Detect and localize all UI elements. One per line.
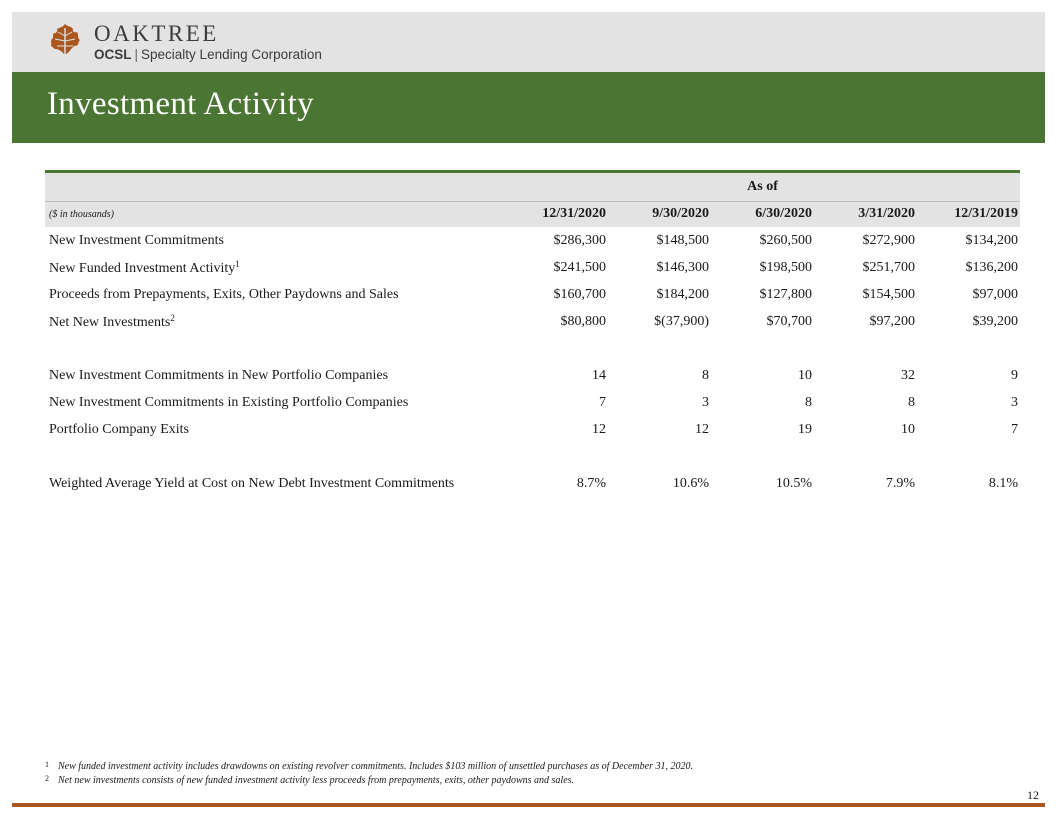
table-cell: $198,500 xyxy=(759,259,812,275)
table-cell: 19 xyxy=(798,421,812,437)
table-cell: $97,200 xyxy=(869,313,915,329)
table-cell: $97,000 xyxy=(972,286,1019,302)
table-cell: $134,200 xyxy=(965,232,1019,248)
table-cell: $148,500 xyxy=(656,232,709,248)
table-spacer-row xyxy=(45,443,1020,470)
table-row xyxy=(45,389,1020,416)
investment-activity-table xyxy=(45,170,1020,497)
table-cell: 10.5% xyxy=(775,475,812,491)
table-cell: 10 xyxy=(901,421,915,437)
table-cell: 9 xyxy=(1011,367,1019,383)
table-row xyxy=(45,470,1020,497)
footnote xyxy=(45,759,693,773)
table-row xyxy=(45,416,1020,443)
table-cell: 14 xyxy=(592,367,606,383)
table-cell: $70,700 xyxy=(766,313,812,329)
brand-subtitle xyxy=(94,47,322,62)
brand-name: OAKTREE xyxy=(94,21,219,46)
table-row xyxy=(45,254,1020,281)
table-cell: 7 xyxy=(599,394,606,410)
row-label: Proceeds from Prepayments, Exits, Other Paydowns and Sales xyxy=(49,286,399,302)
table-cell: 7.9% xyxy=(885,475,915,491)
period-header: 12/31/2020 xyxy=(505,201,608,227)
table-cell: 7 xyxy=(1011,421,1019,437)
table-cell: $80,800 xyxy=(560,313,606,329)
page-number: 12 xyxy=(1027,788,1039,802)
footnote-mark: 2 xyxy=(45,774,49,783)
table-cell: $184,200 xyxy=(656,286,709,302)
table-cell: 8.1% xyxy=(988,475,1019,491)
table-cell: $251,700 xyxy=(862,259,915,275)
period-header: 6/30/2020 xyxy=(711,201,814,227)
row-label: New Investment Commitments in Existing Portfolio Companies xyxy=(49,394,409,410)
footnote-text: New funded investment activity includes drawdowns on existing revolver commitments. Includes $103 million of unsettled purchases as of December 31, 2020. xyxy=(58,761,693,772)
table-cell: $260,500 xyxy=(759,232,812,248)
table-row xyxy=(45,362,1020,389)
footnote-text: Net new investments consists of new funded investment activity less proceeds from prepayments, exits, other paydowns and sales. xyxy=(58,775,575,786)
table-cell: 3 xyxy=(702,394,709,410)
table-row xyxy=(45,227,1020,254)
as-of-header: As of xyxy=(505,173,1020,201)
table-period-header-row xyxy=(45,201,1020,227)
table-cell: 8 xyxy=(908,394,915,410)
footnotes xyxy=(45,759,693,787)
table-cell: 32 xyxy=(901,367,915,383)
brand-ticker: OCSL xyxy=(94,47,132,62)
row-label: Weighted Average Yield at Cost on New Debt Investment Commitments xyxy=(49,475,455,491)
table-cell: 12 xyxy=(592,421,606,437)
brand-separator: | xyxy=(134,47,139,62)
footnote xyxy=(45,773,693,787)
footnote-ref: 1 xyxy=(235,258,240,269)
bottom-rule xyxy=(12,803,1045,807)
table-cell: 8.7% xyxy=(576,475,606,491)
table-cell: $146,300 xyxy=(656,259,709,275)
table-cell: $160,700 xyxy=(553,286,606,302)
table-row xyxy=(45,308,1020,335)
row-label: Portfolio Company Exits xyxy=(49,421,189,437)
brand-company-name: Specialty Lending Corporation xyxy=(141,47,322,62)
table-cell: 3 xyxy=(1011,394,1019,410)
table-cell: 10.6% xyxy=(672,475,709,491)
period-header: 3/31/2020 xyxy=(814,201,917,227)
table-cell: $241,500 xyxy=(553,259,606,275)
table-cell: $(37,900) xyxy=(654,313,709,329)
footnote-ref: 2 xyxy=(170,312,175,323)
table-group-header-row xyxy=(45,173,1020,201)
row-label: New Funded Investment Activity$^1$ xyxy=(49,258,240,276)
table-cell: $154,500 xyxy=(862,286,915,302)
units-label: ($ in thousands) xyxy=(45,201,505,227)
table-cell: 8 xyxy=(805,394,812,410)
table-cell: $272,900 xyxy=(862,232,915,248)
period-header: 12/31/2019 xyxy=(917,201,1020,227)
table-cell: 8 xyxy=(702,367,709,383)
footnote-mark: 1 xyxy=(45,760,49,769)
table-cell: 12 xyxy=(695,421,709,437)
row-label: New Investment Commitments in New Portfolio Companies xyxy=(49,367,389,383)
table-cell: $136,200 xyxy=(965,259,1019,275)
period-header: 9/30/2020 xyxy=(608,201,711,227)
table-cell: $286,300 xyxy=(553,232,606,248)
table-cell: $127,800 xyxy=(759,286,812,302)
table-row xyxy=(45,281,1020,308)
row-label: New Investment Commitments xyxy=(49,232,224,248)
row-label: Net New Investments$^2$ xyxy=(49,312,175,330)
table-cell: $39,200 xyxy=(972,313,1019,329)
oak-leaf-logo-icon xyxy=(44,20,86,62)
table-spacer-row xyxy=(45,335,1020,362)
table-cell: 10 xyxy=(798,367,812,383)
page-title: Investment Activity xyxy=(47,86,314,122)
